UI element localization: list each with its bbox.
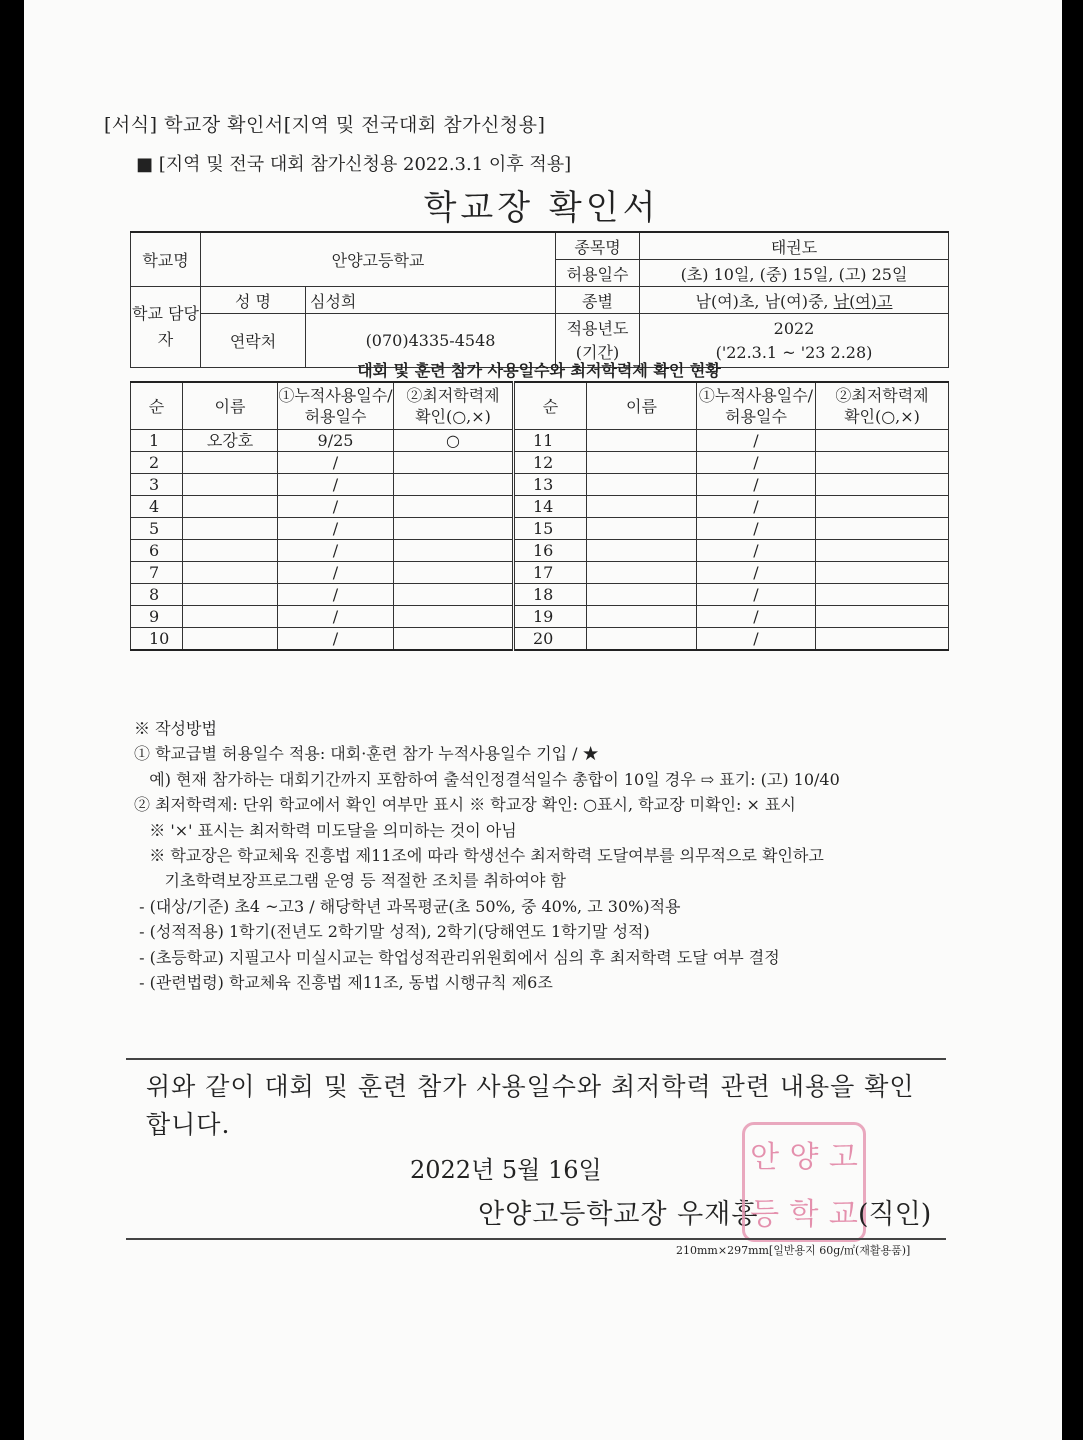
row-days: / [278, 584, 394, 606]
row-check [394, 496, 514, 518]
table-row [131, 540, 949, 562]
year-label-line2: (기간) [575, 342, 620, 362]
row-days-right: / [697, 606, 816, 628]
participant-table [130, 381, 949, 651]
seal-character: 안 [750, 1139, 780, 1175]
header-name-right: 이름 [587, 382, 697, 430]
type-elementary: 남(여)초, [695, 291, 760, 311]
header-days-line2: 허용일수 [304, 407, 367, 426]
row-number: 1 [131, 430, 183, 452]
instructions [134, 716, 840, 995]
row-number-right: 13 [514, 474, 587, 496]
row-name-right [587, 606, 697, 628]
row-name-right [587, 540, 697, 562]
instruction-line: ① 학교급별 허용일수 적용: 대회·훈련 참가 누적사용일수 기입 / ★ [134, 744, 599, 764]
instruction-line: 기초학력보장프로그램 운영 등 적절한 조치를 취하여야 함 [134, 871, 566, 891]
row-days: / [278, 518, 394, 540]
row-check [394, 474, 514, 496]
row-days: / [278, 452, 394, 474]
row-number-right: 17 [514, 562, 587, 584]
row-number-right: 20 [514, 628, 587, 651]
confirmation-text: 위와 같이 대회 및 훈련 참가 사용일수와 최저학력 관련 내용을 확인합니다. [146, 1072, 915, 1139]
row-check-right [816, 606, 949, 628]
row-check-right [816, 540, 949, 562]
row-days-right: / [697, 628, 816, 651]
event-label: 종목명 [556, 232, 640, 260]
row-name [183, 606, 278, 628]
name-label: 성 명 [201, 287, 306, 314]
row-check-right [816, 430, 949, 452]
instruction-line: - (초등학교) 지필고사 미실시교는 학업성적관리위원회에서 심의 후 최저학력 도달 여부 결정 [134, 947, 780, 967]
row-check-right [816, 496, 949, 518]
header-name: 이름 [183, 382, 278, 430]
seal-character: 양 [789, 1139, 819, 1175]
table-row [131, 606, 949, 628]
form-label: [서식] 학교장 확인서[지역 및 전국대회 참가신청용] [104, 114, 546, 136]
row-days-right: / [697, 474, 816, 496]
row-number-right: 18 [514, 584, 587, 606]
header-check-right-line1: ②최저학력제 [835, 386, 929, 405]
row-name [183, 452, 278, 474]
contact-label: 연락처 [201, 314, 306, 368]
instruction-line: ※ 학교장은 학교체육 진흥법 제11조에 따라 학생선수 최저학력 도달여부를 의무적으로 확인하고 [134, 846, 824, 866]
table-row [131, 628, 949, 651]
row-check-right [816, 452, 949, 474]
confirmation-date: 2022년 5월 16일 [410, 1156, 602, 1184]
row-number: 8 [131, 584, 183, 606]
row-name [183, 628, 278, 651]
row-days: / [278, 540, 394, 562]
row-name-right [587, 452, 697, 474]
header-no: 순 [131, 382, 183, 430]
row-days: / [278, 628, 394, 651]
table-row [131, 496, 949, 518]
row-name [183, 584, 278, 606]
row-days-right: / [697, 584, 816, 606]
table-row [131, 452, 949, 474]
instruction-line: 예) 현재 참가하는 대회기간까지 포함하여 출석인정결석일수 총합이 10일 경우 ⇨ 표기: (고) 10/40 [134, 769, 840, 789]
row-name-right [587, 518, 697, 540]
row-check-right [816, 584, 949, 606]
row-days: / [278, 606, 394, 628]
row-check [394, 628, 514, 651]
row-number: 4 [131, 496, 183, 518]
header-check [394, 382, 514, 430]
row-number: 2 [131, 452, 183, 474]
header-days [278, 382, 394, 430]
row-check [394, 452, 514, 474]
row-number-right: 15 [514, 518, 587, 540]
row-name [183, 518, 278, 540]
header-days-line1: ①누적사용일수/ [278, 386, 393, 405]
table-header-row [131, 382, 949, 430]
official-seal-icon [742, 1122, 866, 1242]
row-name-right [587, 430, 697, 452]
period: ('22.3.1 ~ '23 2.28) [715, 342, 873, 362]
row-number-right: 12 [514, 452, 587, 474]
allowed-days-value: (초) 10일, (중) 15일, (고) 25일 [640, 260, 949, 287]
row-days: 9/25 [278, 430, 394, 452]
type-high-selected: 남(여)고 [833, 291, 893, 311]
row-check-right [816, 628, 949, 651]
row-number-right: 19 [514, 606, 587, 628]
header-check-line2: 확인(○,×) [415, 407, 491, 426]
seal-character: 교 [828, 1196, 858, 1232]
row-days: / [278, 562, 394, 584]
row-name [183, 496, 278, 518]
instruction-line: - (대상/기준) 초4 ~고3 / 해당학년 과목평균(초 50%, 중 40%, 고 30%)적용 [134, 896, 681, 916]
principal-name: 안양고등학교장 우재홍 [478, 1199, 759, 1230]
school-label: 학교명 [131, 232, 201, 287]
row-check-right [816, 518, 949, 540]
row-name-right [587, 474, 697, 496]
type-middle: 남(여)중, [764, 291, 829, 311]
header-check-right-line2: 확인(○,×) [844, 407, 920, 426]
row-days: / [278, 474, 394, 496]
row-check [394, 518, 514, 540]
row-check [394, 606, 514, 628]
row-name-right [587, 496, 697, 518]
header-days-right [697, 382, 816, 430]
manager-name: 심성희 [306, 287, 556, 314]
row-check: ○ [394, 430, 514, 452]
seal-character: 고 [828, 1139, 858, 1175]
row-number-right: 16 [514, 540, 587, 562]
instruction-line: - (성적적용) 1학기(전년도 2학기말 성적), 2학기(당해연도 1학기말 성적) [134, 922, 650, 942]
header-no-right: 순 [514, 382, 587, 430]
table-row [131, 474, 949, 496]
row-check-right [816, 474, 949, 496]
divider-bottom [126, 1238, 946, 1240]
event-value: 태권도 [640, 232, 949, 260]
row-check-right [816, 562, 949, 584]
row-days-right: / [697, 430, 816, 452]
row-number: 7 [131, 562, 183, 584]
row-name [183, 562, 278, 584]
manager-label: 학교 담당자 [131, 287, 201, 368]
instruction-line: ② 최저학력제: 단위 학교에서 확인 여부만 표시 ※ 학교장 확인: ○표시, 학교장 미확인: × 표시 [134, 795, 796, 815]
row-check [394, 584, 514, 606]
divider-top [126, 1058, 946, 1060]
seal-character: 학 [789, 1196, 819, 1232]
section-title: 대회 및 훈련 참가 사용일수와 최저학력제 확인 현황 [357, 361, 721, 380]
row-number: 3 [131, 474, 183, 496]
row-name-right [587, 584, 697, 606]
row-days-right: / [697, 496, 816, 518]
row-days-right: / [697, 518, 816, 540]
type-label: 종별 [556, 287, 640, 314]
row-number: 6 [131, 540, 183, 562]
row-days-right: / [697, 562, 816, 584]
row-name-right [587, 562, 697, 584]
row-check [394, 540, 514, 562]
row-name: 오강호 [183, 430, 278, 452]
row-number: 5 [131, 518, 183, 540]
header-days-right-line2: 허용일수 [725, 407, 787, 426]
instruction-line: ※ 작성방법 [134, 719, 217, 738]
document-title: 학교장 확인서 [423, 188, 660, 228]
row-name [183, 474, 278, 496]
row-days-right: / [697, 452, 816, 474]
school-name: 안양고등학교 [201, 232, 556, 287]
applicability-notice: ■ [지역 및 전국 대회 참가신청용 2022.3.1 이후 적용] [136, 154, 572, 175]
allowed-days-label: 허용일수 [556, 260, 640, 287]
header-check-right [816, 382, 949, 430]
instruction-line: ※ '×' 표시는 최저학력 미도달을 의미하는 것이 아님 [134, 820, 517, 840]
year: 2022 [773, 318, 815, 338]
row-days-right: / [697, 540, 816, 562]
row-number-right: 14 [514, 496, 587, 518]
contact-value: (070)4335-4548 [306, 314, 556, 368]
year-label-line1: 적용년도 [566, 318, 629, 338]
table-row [131, 518, 949, 540]
table-row [131, 584, 949, 606]
row-name-right [587, 628, 697, 651]
info-table [130, 231, 949, 368]
type-value [640, 287, 949, 314]
row-check [394, 562, 514, 584]
row-number: 9 [131, 606, 183, 628]
row-days: / [278, 496, 394, 518]
row-number-right: 11 [514, 430, 587, 452]
row-number: 10 [131, 628, 183, 651]
seal-character: 등 [750, 1196, 780, 1232]
seal-suffix: (직인) [858, 1199, 932, 1230]
instruction-line: - (관련법령) 학교체육 진흥법 제11조, 동법 시행규칙 제6조 [134, 973, 553, 993]
table-row [131, 562, 949, 584]
paper-spec: 210mm×297mm[일반용지 60g/㎡(재활용품)] [676, 1244, 911, 1257]
header-days-right-line1: ①누적사용일수/ [698, 386, 814, 405]
row-name [183, 540, 278, 562]
table-row [131, 430, 949, 452]
header-check-line1: ②최저학력제 [406, 386, 500, 405]
